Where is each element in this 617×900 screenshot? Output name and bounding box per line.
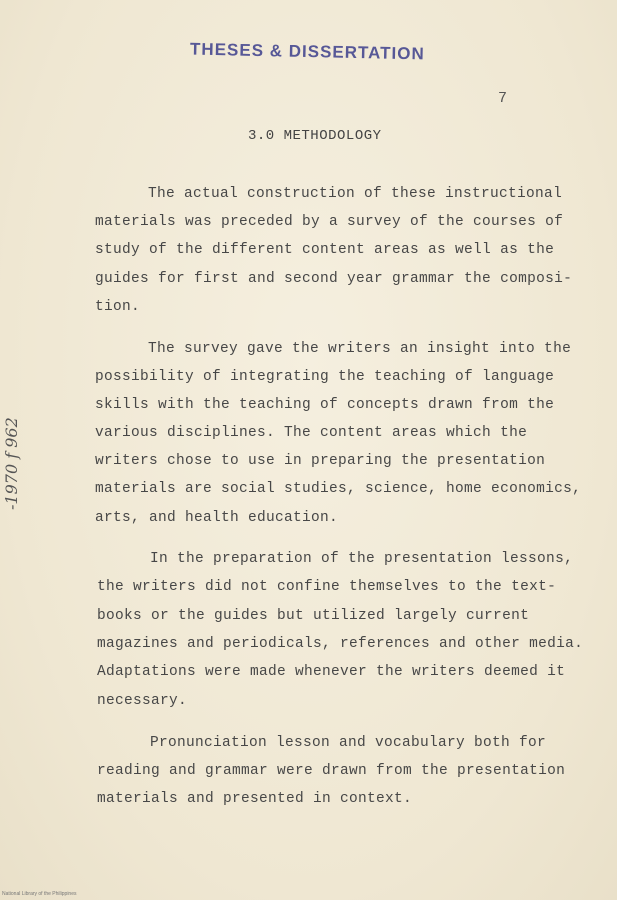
theses-dissertation-stamp: THESES & DISSERTATION [189,39,425,64]
paragraph-1-line-3: study of the different content areas as well as the [95,242,555,258]
paragraph-1-line-4: guides for first and second year grammar the composi- [95,271,573,287]
paragraph-1-line-5: tion. [95,299,141,315]
paragraph-2-line-1: The survey gave the writers an insight into the [148,341,572,357]
paragraph-3-line-4: magazines and periodicals, references and other media. [97,636,584,652]
paragraph-4-line-2: reading and grammar were drawn from the presentation [97,763,566,779]
paragraph-4-line-1: Pronunciation lesson and vocabulary both for [150,735,547,751]
paragraph-2-line-2: possibility of integrating the teaching of language [95,369,555,385]
paragraph-3-line-3: books or the guides but utilized largely current [97,608,530,624]
paragraph-1-line-1: The actual construction of these instructional [148,186,563,202]
library-footer: National Library of the Philippines [2,891,77,897]
paragraph-3-line-6: necessary. [97,693,188,709]
handwritten-margin-note: -1970 f 962 [2,417,21,510]
paragraph-3-line-5: Adaptations were made whenever the writers deemed it [97,664,566,680]
paragraph-2-line-3: skills with the teaching of concepts drawn from the [95,397,555,413]
paragraph-3-line-2: the writers did not confine themselves to the text- [97,579,557,595]
paragraph-1-line-2: materials was preceded by a survey of the courses of [95,214,564,230]
paragraph-3-line-1: In the preparation of the presentation lessons, [150,551,574,567]
paragraph-2-line-6: materials are social studies, science, home economics, [95,481,582,497]
paragraph-2-line-5: writers chose to use in preparing the presentation [95,453,546,469]
paragraph-2-line-4: various disciplines. The content areas which the [95,425,528,441]
paragraph-2-line-7: arts, and health education. [95,510,339,526]
section-heading: 3.0 METHODOLOGY [248,128,382,144]
page-number: 7 [498,90,508,107]
paragraph-4-line-3: materials and presented in context. [97,791,413,807]
